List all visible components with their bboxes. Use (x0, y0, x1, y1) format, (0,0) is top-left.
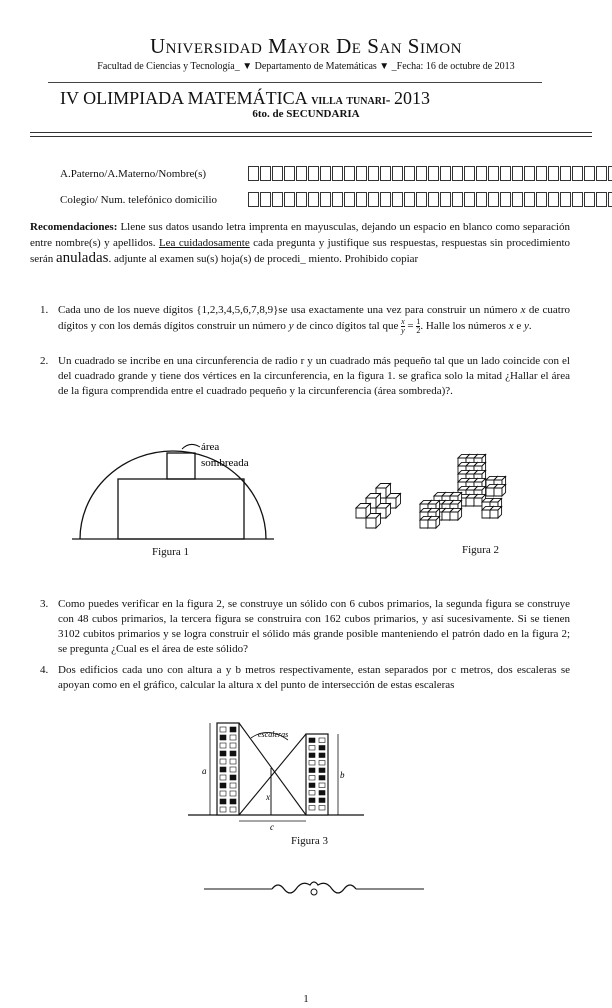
building-window (230, 727, 236, 732)
cube (494, 484, 506, 496)
char-box[interactable] (572, 192, 583, 207)
char-box[interactable] (452, 166, 463, 181)
q1-part-e: . Halle los números (420, 320, 509, 333)
char-box[interactable] (500, 166, 511, 181)
figure-3-buildings (188, 718, 364, 833)
char-box[interactable] (584, 166, 595, 181)
recommendations-underlined: Lea cuidadosamente (158, 236, 250, 249)
building-window (309, 798, 315, 803)
olympiad-title-venue: villa tunari- (311, 93, 394, 108)
building-window (319, 768, 325, 773)
char-box[interactable] (416, 166, 427, 181)
q1-var-x2: x (508, 320, 514, 333)
char-box[interactable] (476, 166, 487, 181)
building-window (319, 761, 325, 766)
building-window (309, 738, 315, 743)
char-box[interactable] (344, 192, 355, 207)
recommendations-text-2: cada pregunta y justifique sus respuestas, respuestas sin procedimiento serán (30, 236, 570, 265)
char-box[interactable] (500, 192, 511, 207)
char-box[interactable] (548, 192, 559, 207)
building-window (309, 776, 315, 781)
building-window (309, 761, 315, 766)
olympiad-title (60, 88, 430, 109)
half-den: 2 (416, 326, 421, 335)
char-box[interactable] (248, 166, 259, 181)
char-box[interactable] (524, 166, 535, 181)
recommendations-text-3: . adjunte al examen su(s) hoja(s) de procedi_ miento. Prohibido copiar (108, 253, 419, 265)
building-window (319, 791, 325, 796)
char-box[interactable] (428, 166, 439, 181)
cube (450, 508, 462, 520)
fig3-label-x: x (266, 792, 270, 802)
fig3-label-c: c (270, 822, 274, 832)
building-window (220, 767, 226, 772)
figure-3-caption: Figura 3 (291, 835, 328, 847)
q1-part-b: de cuatro dígitos y con los demás dígitos construir un número (58, 304, 570, 333)
question-3 (40, 597, 570, 657)
ladder-right (239, 734, 306, 815)
char-box[interactable] (356, 192, 367, 207)
building-window (230, 775, 236, 780)
building-window (220, 807, 226, 812)
char-box[interactable] (380, 166, 391, 181)
cube (428, 516, 440, 528)
question-4 (40, 663, 570, 693)
question-3-number: 3. (40, 598, 49, 610)
char-box[interactable] (560, 166, 571, 181)
char-box[interactable] (392, 192, 403, 207)
double-rule-bottom (30, 136, 592, 137)
name-field-label: A.Paterno/A.Materno/Nombre(s) (60, 168, 207, 180)
building-window (230, 807, 236, 812)
building-window (309, 753, 315, 758)
char-box[interactable] (320, 166, 331, 181)
char-box[interactable] (596, 166, 607, 181)
building-window (220, 735, 226, 740)
building-window (230, 791, 236, 796)
building-window (309, 806, 315, 811)
fig3-label-a: a (202, 766, 207, 776)
fig3-label-b: b (340, 770, 345, 780)
char-box[interactable] (608, 166, 612, 181)
q1-part-f: e (513, 320, 524, 333)
olympiad-title-main: IV OLIMPIADA MATEMÁTICA (60, 88, 312, 108)
char-box[interactable] (452, 192, 463, 207)
question-2-number: 2. (40, 355, 49, 367)
char-box[interactable] (284, 192, 295, 207)
char-box[interactable] (476, 192, 487, 207)
cube (490, 506, 502, 518)
fig1-label-shaded: sombreada (201, 457, 249, 469)
building-window (220, 791, 226, 796)
faculty-line: Facultad de Ciencias y Tecnología_ ▼ Departamento de Matemáticas ▼ _Fecha: 16 de octubre de 2013 (97, 61, 515, 72)
q1-var-y2: y (523, 320, 529, 333)
school-field-boxes[interactable] (248, 192, 612, 207)
char-box[interactable] (548, 166, 559, 181)
decorative-ornament (204, 876, 424, 902)
figure-2-cube-solids (340, 436, 540, 541)
fig1-label-area: área (201, 441, 220, 453)
question-1-number: 1. (40, 304, 49, 316)
name-field-boxes[interactable] (248, 166, 612, 181)
q1-var-y: y (288, 320, 294, 333)
char-box[interactable] (368, 166, 379, 181)
q1-part-c: de cinco dígitos tal que (293, 320, 402, 333)
char-box[interactable] (332, 192, 343, 207)
header-divider (48, 82, 542, 83)
question-4-text: Dos edificios cada uno con altura a y b metros respectivamente, estan separados por c metros, dos escaleras se apoyan como en el gráfico, calcular la altura x del punto de intersección de estas escaleras (58, 664, 570, 691)
char-box[interactable] (260, 166, 271, 181)
q1-part-a: Cada uno de los nueve dígitos {1,2,3,4,5,6,7,8,9}se usa exactamente una vez para construir un número (58, 304, 521, 316)
question-1 (40, 303, 570, 335)
char-box[interactable] (248, 192, 259, 207)
figure-1-caption: Figura 1 (152, 546, 189, 558)
char-box[interactable] (488, 166, 499, 181)
char-box[interactable] (284, 166, 295, 181)
char-box[interactable] (416, 192, 427, 207)
char-box[interactable] (320, 192, 331, 207)
char-box[interactable] (272, 192, 283, 207)
char-box[interactable] (404, 192, 415, 207)
frac-den: y (401, 326, 405, 335)
char-box[interactable] (464, 192, 475, 207)
char-box[interactable] (392, 166, 403, 181)
char-box[interactable] (608, 192, 612, 207)
grade-level: 6to. de SECUNDARIA (252, 108, 360, 120)
building-window (230, 751, 236, 756)
recommendations-title: Recomendaciones: (30, 221, 118, 233)
recommendations-emphasis: anuladas (55, 250, 109, 266)
label-arrow (182, 444, 200, 449)
building-window (220, 799, 226, 804)
building-window (220, 783, 226, 788)
fig3-label-escaleras: escaleras (258, 730, 289, 739)
building-window (230, 767, 236, 772)
char-box[interactable] (440, 192, 451, 207)
char-box[interactable] (308, 192, 319, 207)
char-box[interactable] (404, 166, 415, 181)
building-window (220, 743, 226, 748)
building-window (220, 751, 226, 756)
char-box[interactable] (296, 192, 307, 207)
building-window (309, 746, 315, 751)
olympiad-year: 2013 (393, 88, 430, 108)
question-3-text: Como puedes verificar en la figura 2, se construye un sólido con 6 cubos primarios, la segunda figura se construye con 48 cubos primarios, la tercera figura se construira con 162 cubos primarios, y así sucesivamente. Si se tienen 3102 cubitos primarios y se logra construir el sólido más grande posible manteniendo el patrón dado en la figura 2; se pregunta ¿Cual es el área de este sólido? (58, 598, 570, 655)
char-box[interactable] (296, 166, 307, 181)
char-box[interactable] (356, 166, 367, 181)
university-title: Universidad Mayor De San Simon (150, 34, 462, 58)
double-rule-top (30, 132, 592, 133)
char-box[interactable] (272, 166, 283, 181)
char-box[interactable] (596, 192, 607, 207)
char-box[interactable] (368, 192, 379, 207)
q1-var-x: x (520, 304, 526, 316)
school-field-label: Colegio/ Num. telefónico domicilio (60, 194, 218, 206)
building-window (319, 746, 325, 751)
building-window (309, 783, 315, 788)
building-window (309, 791, 315, 796)
building-window (319, 783, 325, 788)
building-window (319, 738, 325, 743)
large-square-half (118, 479, 244, 539)
char-box[interactable] (332, 166, 343, 181)
recommendations-paragraph (30, 220, 570, 268)
small-square (167, 453, 195, 479)
char-box[interactable] (380, 192, 391, 207)
building-window (220, 759, 226, 764)
q1-equals: = (404, 320, 417, 333)
building-window (220, 727, 226, 732)
char-box[interactable] (464, 166, 475, 181)
building-window (230, 735, 236, 740)
building-window (230, 743, 236, 748)
char-box[interactable] (440, 166, 451, 181)
building-window (319, 806, 325, 811)
char-box[interactable] (536, 166, 547, 181)
char-box[interactable] (344, 166, 355, 181)
building-window (220, 775, 226, 780)
question-2 (40, 354, 570, 399)
figure-2-caption: Figura 2 (462, 544, 499, 556)
building-window (230, 799, 236, 804)
q1-part-g: . (528, 320, 532, 333)
char-box[interactable] (308, 166, 319, 181)
frac-num: x (401, 317, 405, 326)
half-num: 1 (416, 317, 421, 326)
building-window (319, 776, 325, 781)
char-box[interactable] (488, 192, 499, 207)
question-2-text: Un cuadrado se incribe en una circunferencia de radio r y un cuadrado más pequeño tal que un lado coincide con el del cuadrado grande y tiene dos vértices en la circunferencia, en la figura 1. se grafica solo la mitad ¿Hallar el área de la figura comprendida entre el cuadrado pequeño y la circunferencia (área sombreda)?. (58, 355, 570, 397)
page-number: 1 (303, 993, 309, 1005)
question-1-text (58, 303, 570, 335)
char-box[interactable] (512, 192, 523, 207)
char-box[interactable] (572, 166, 583, 181)
building-window (309, 768, 315, 773)
recommendations-text-1: Llene sus datos usando letra imprenta en mayusculas, dejando un espacio en blanco como separación entre nombre(s) y apellidos. (30, 221, 570, 249)
cube (366, 514, 381, 529)
char-box[interactable] (512, 166, 523, 181)
char-box[interactable] (428, 192, 439, 207)
building-window (230, 783, 236, 788)
char-box[interactable] (536, 192, 547, 207)
char-box[interactable] (260, 192, 271, 207)
building-window (319, 798, 325, 803)
char-box[interactable] (584, 192, 595, 207)
char-box[interactable] (524, 192, 535, 207)
char-box[interactable] (560, 192, 571, 207)
building-window (230, 759, 236, 764)
question-4-number: 4. (40, 664, 49, 676)
building-window (319, 753, 325, 758)
